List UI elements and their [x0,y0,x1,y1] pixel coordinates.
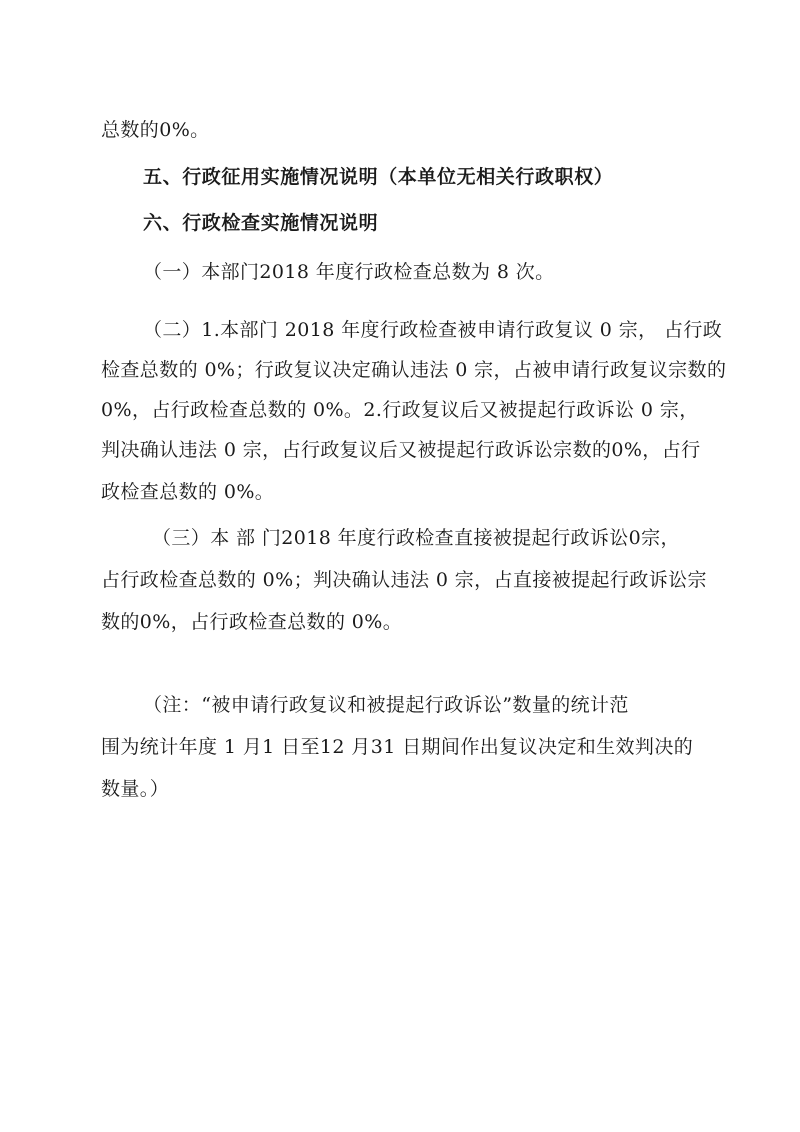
paragraph-line: （二）1.本部门 2018 年度行政检查被申请行政复议 0 宗， 占行政 [143,319,723,341]
section-heading-6: 六、行政检查实施情况说明 [143,212,379,234]
note-line: 围为统计年度 1 月1 日至12 月31 日期间作出复议决定和生效判决的 [101,736,694,758]
paragraph-line: 政检查总数的 0%。 [101,481,275,503]
note-line: 数量。） [101,778,170,800]
paragraph-line: （一）本部门2018 年度行政检查总数为 8 次。 [143,261,555,283]
paragraph-line: 0%，占行政检查总数的 0%。2.行政复议后又被提起行政诉讼 0 宗， [101,399,699,421]
paragraph-line: 数的0%，占行政检查总数的 0%。 [101,611,403,633]
section-heading-5: 五、行政征用实施情况说明（本单位无相关行政职权） [143,166,614,188]
paragraph-line: 总数的0%。 [101,119,210,141]
paragraph-line: 检查总数的 0%；行政复议决定确认违法 0 宗，占被申请行政复议宗数的 [101,359,727,381]
note-line: （注：“被申请行政复议和被提起行政诉讼”数量的统计范 [143,694,629,716]
paragraph-line: 占行政检查总数的 0%；判决确认违法 0 宗，占直接被提起行政诉讼宗 [101,569,707,591]
paragraph-line: （三）本 部 门2018 年度行政检查直接被提起行政诉讼0宗， [152,527,680,549]
paragraph-line: 判决确认违法 0 宗，占行政复议后又被提起行政诉讼宗数的0%，占行 [101,439,701,461]
